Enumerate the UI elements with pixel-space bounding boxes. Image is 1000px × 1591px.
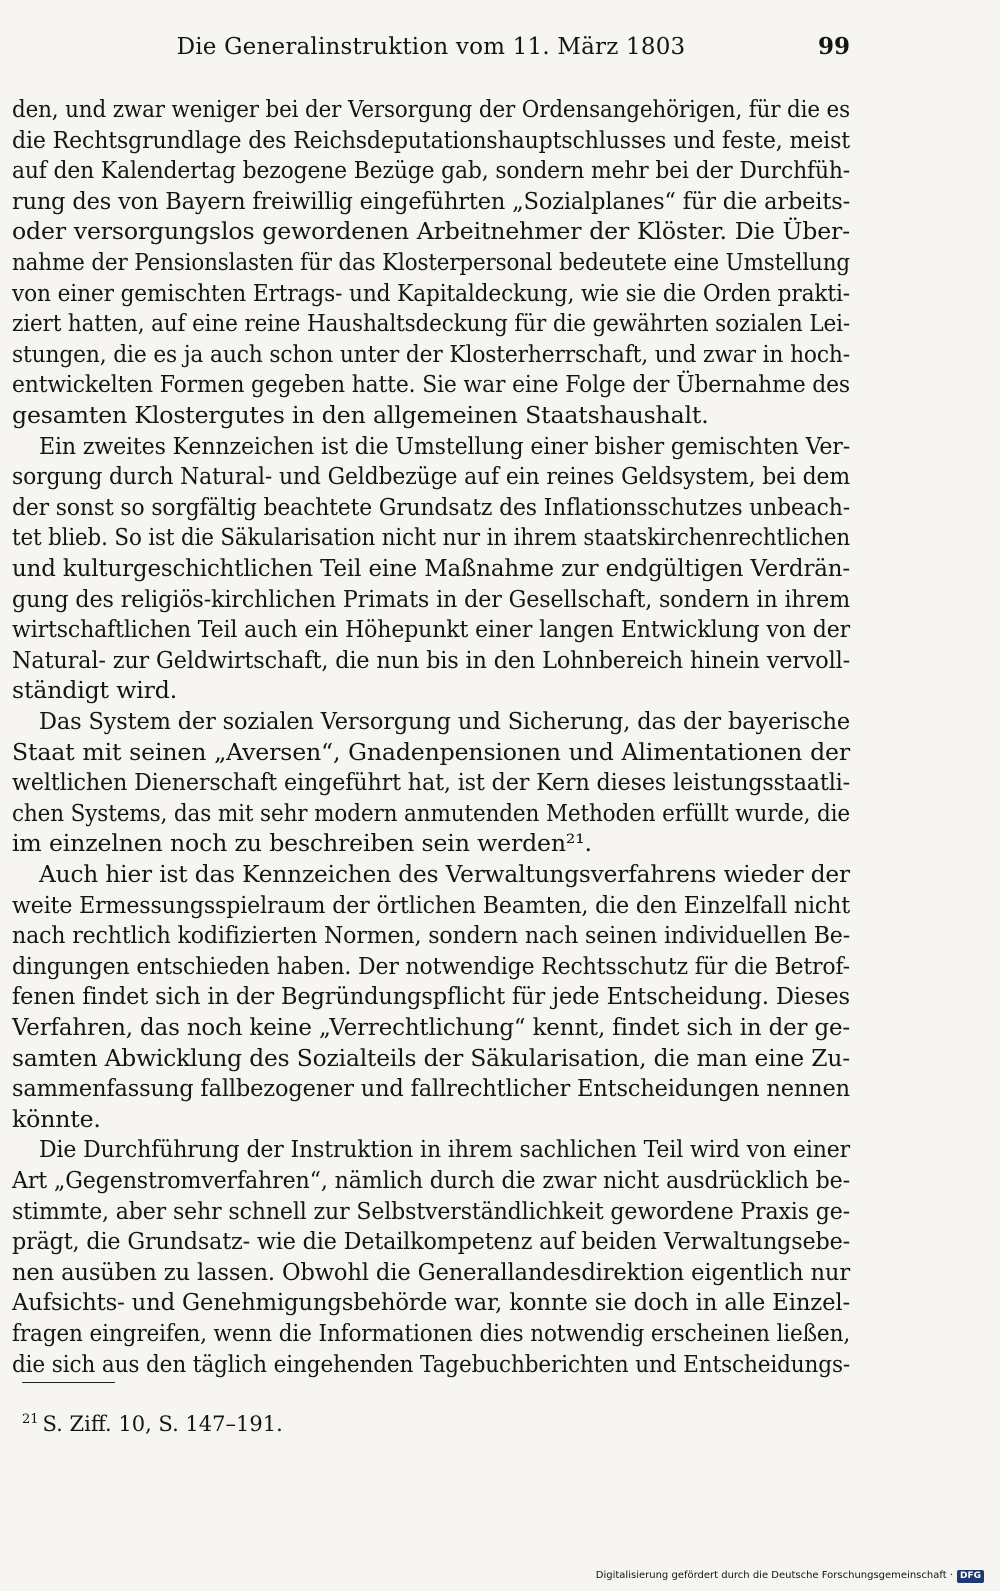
text-line: nahme der Pensionslasten für das Klosterpersonal bedeutete eine Umstellung bbox=[12, 248, 850, 276]
text-line: ziert hatten, auf eine reine Haushaltsdeckung für die gewährten sozialen Lei- bbox=[12, 309, 850, 337]
footnote-separator bbox=[22, 1382, 115, 1383]
text-line: gesamten Klostergutes in den allgemeinen Staatshaushalt. bbox=[12, 401, 709, 429]
text-line: Art „Gegenstromverfahren“, nämlich durch die zwar nicht ausdrücklich be- bbox=[12, 1166, 850, 1194]
text-line: weite Ermessungsspielraum der örtlichen Beamten, die den Einzelfall nicht bbox=[12, 891, 850, 919]
text-line: tet blieb. So ist die Säkularisation nicht nur in ihrem staatskirchenrechtlichen bbox=[12, 523, 851, 551]
text-line: nach rechtlich kodifizierten Normen, sondern nach seinen individuellen Be- bbox=[12, 921, 851, 949]
text-line: Das System der sozialen Versorgung und Sicherung, das der bayerische bbox=[39, 707, 850, 735]
footnote-text: S. Ziff. 10, S. 147–191. bbox=[42, 1412, 283, 1436]
text-line: Die Durchführung der Instruktion in ihrem sachlichen Teil wird von einer bbox=[39, 1135, 850, 1163]
text-line: entwickelten Formen gegeben hatte. Sie war eine Folge der Übernahme des bbox=[12, 370, 851, 398]
text-line: Verfahren, das noch keine „Verrechtlichung“ kennt, findet sich in der ge- bbox=[12, 1013, 851, 1041]
text-line: samten Abwicklung des Sozialteils der Säkularisation, die man eine Zu- bbox=[12, 1044, 850, 1072]
text-line: rung des von Bayern freiwillig eingeführten „Sozialplanes“ für die arbeits- bbox=[12, 187, 851, 215]
text-line: weltlichen Dienerschaft eingeführt hat, ist der Kern dieses leistungsstaatli- bbox=[12, 768, 850, 796]
text-line: nen ausüben zu lassen. Obwohl die Generallandesdirektion eigentlich nur bbox=[12, 1258, 850, 1286]
text-line: Staat mit seinen „Aversen“, Gnadenpensionen und Alimentationen der bbox=[12, 738, 850, 766]
text-line: dingungen entschieden haben. Der notwendige Rechtsschutz für die Betrof- bbox=[12, 952, 850, 980]
text-line: ständigt wird. bbox=[12, 676, 178, 704]
dfg-logo: DFG bbox=[957, 1570, 984, 1583]
text-line: stimmte, aber sehr schnell zur Selbstverständlichkeit gewordene Praxis ge- bbox=[12, 1197, 850, 1225]
text-line: wirtschaftlichen Teil auch ein Höhepunkt einer langen Entwicklung von der bbox=[12, 615, 851, 643]
credit-text: Digitalisierung gefördert durch die Deutsche Forschungsgemeinschaft · bbox=[595, 1570, 953, 1581]
text-line: der sonst so sorgfältig beachtete Grundsatz des Inflationsschutzes unbeach- bbox=[12, 493, 850, 521]
text-line: auf den Kalendertag bezogene Bezüge gab, sondern mehr bei der Durchfüh- bbox=[12, 156, 851, 184]
page-number: 99 bbox=[817, 33, 850, 60]
text-line: oder versorgungslos gewordenen Arbeitnehmer der Klöster. Die Über- bbox=[12, 217, 850, 245]
text-line: Ein zweites Kennzeichen ist die Umstellung einer bisher gemischten Ver- bbox=[39, 432, 851, 460]
text-line: den, und zwar weniger bei der Versorgung der Ordensangehörigen, für die es bbox=[12, 95, 850, 123]
text-line: fragen eingreifen, wenn die Informationen dies notwendig erscheinen ließen, bbox=[12, 1319, 851, 1347]
footnote-marker: 21 bbox=[22, 1412, 39, 1427]
digitization-credit bbox=[596, 1569, 984, 1583]
text-line: im einzelnen noch zu beschreiben sein werden²¹. bbox=[12, 829, 592, 857]
text-line: prägt, die Grundsatz- wie die Detailkompetenz auf beiden Verwaltungsebe- bbox=[12, 1227, 850, 1255]
text-line: fenen findet sich in der Begründungspflicht für jede Entscheidung. Dieses bbox=[12, 982, 850, 1010]
text-line: Auch hier ist das Kennzeichen des Verwaltungsverfahrens wieder der bbox=[39, 860, 850, 888]
text-line: die Rechtsgrundlage des Reichsdeputationshauptschlusses und feste, meist bbox=[12, 126, 850, 154]
text-line: gung des religiös-kirchlichen Primats in der Gesellschaft, sondern in ihrem bbox=[12, 585, 851, 613]
text-line: Aufsichts- und Genehmigungsbehörde war, konnte sie doch in alle Einzel- bbox=[12, 1288, 851, 1316]
text-line: chen Systems, das mit sehr modern anmutenden Methoden erfüllt wurde, die bbox=[12, 799, 850, 827]
text-line: die sich aus den täglich eingehenden Tagebuchberichten und Entscheidungs- bbox=[12, 1350, 851, 1378]
text-line: stungen, die es ja auch schon unter der Klosterherrschaft, und zwar in hoch- bbox=[12, 340, 850, 368]
text-line: Natural- zur Geldwirtschaft, die nun bis in den Lohnbereich hinein vervoll- bbox=[12, 646, 850, 674]
text-line: sammenfassung fallbezogener und fallrechtlicher Entscheidungen nennen bbox=[12, 1074, 850, 1102]
text-line: von einer gemischten Ertrags- und Kapitaldeckung, wie sie die Orden prakti- bbox=[12, 279, 850, 307]
running-header bbox=[12, 32, 850, 66]
text-line: und kulturgeschichtlichen Teil eine Maßnahme zur endgültigen Verdrän- bbox=[12, 554, 850, 582]
text-line: sorgung durch Natural- und Geldbezüge auf ein reines Geldsystem, bei dem bbox=[12, 462, 851, 490]
footnote bbox=[22, 1407, 283, 1437]
running-title: Die Generalinstruktion vom 11. März 1803 bbox=[176, 34, 686, 60]
text-line: könnte. bbox=[12, 1105, 101, 1133]
